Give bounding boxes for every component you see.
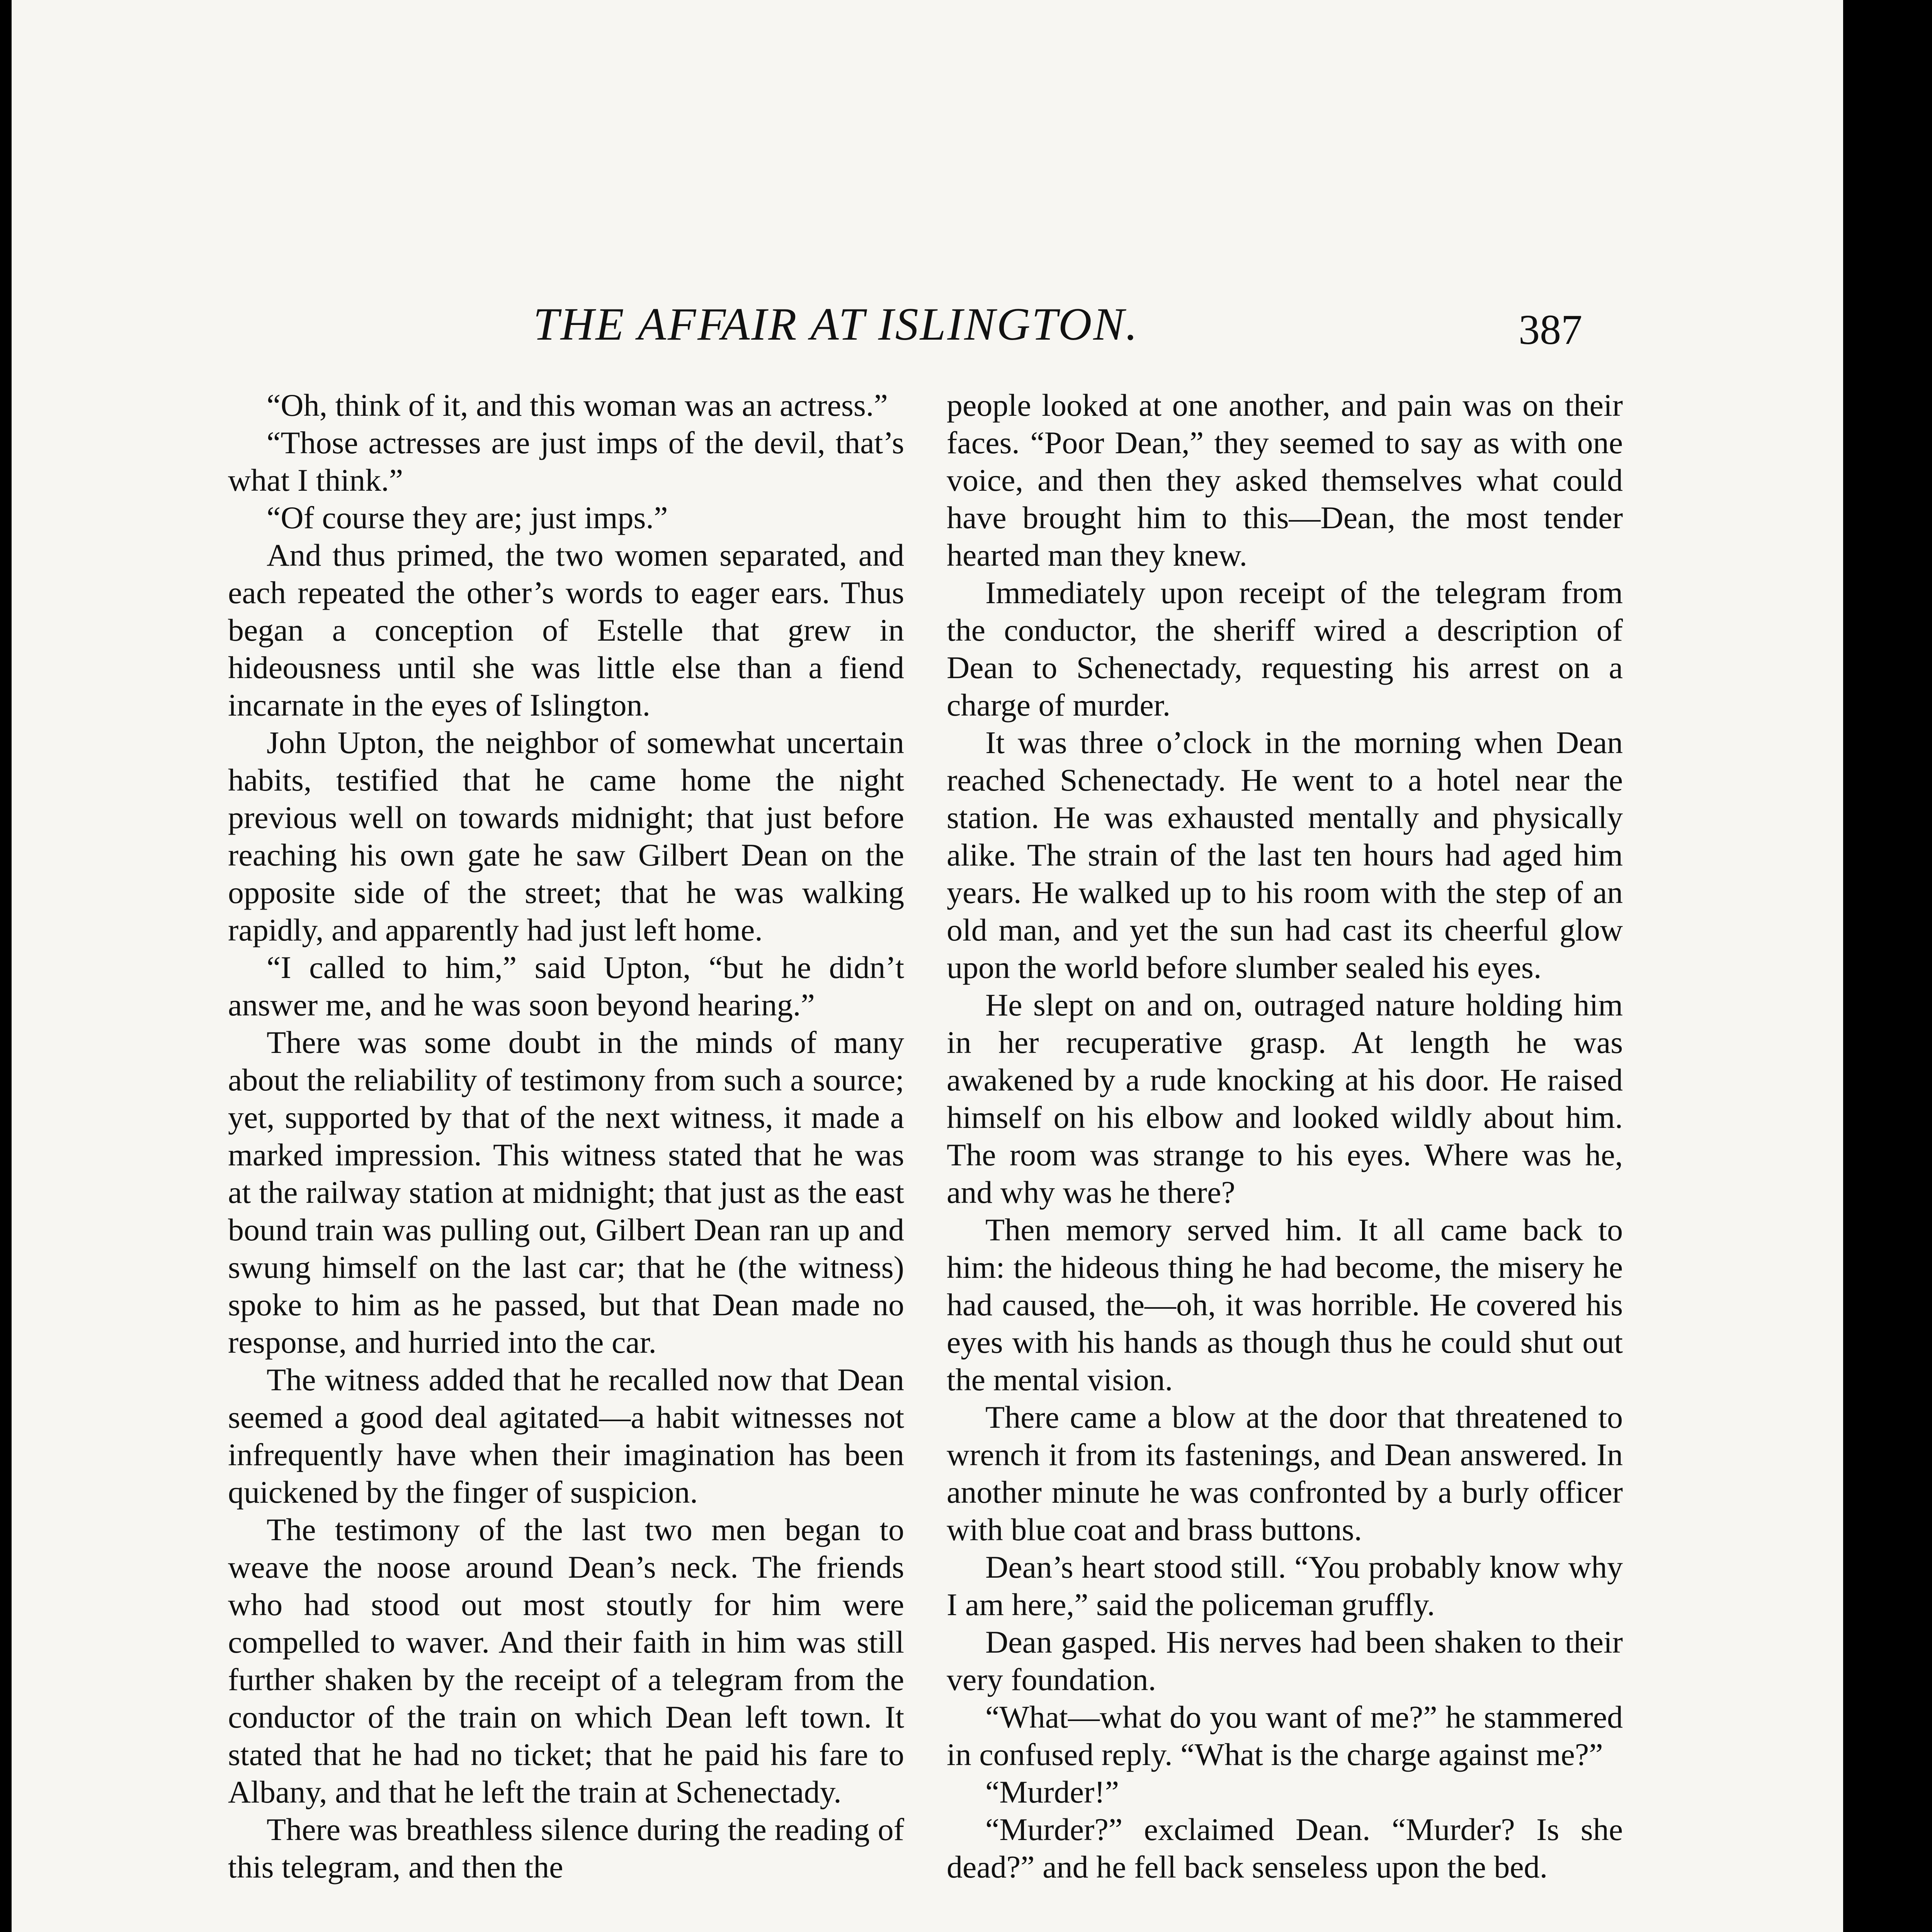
- paragraph: “I called to him,” said Upton, “but he didn’t answer me, and he was soon beyond hearing.”: [228, 950, 904, 1022]
- paragraph: Dean’s heart stood still. “You probably know why I am here,” said the policeman gruffly.: [947, 1549, 1623, 1622]
- paragraph: He slept on and on, outraged nature holding him in her recuperative grasp. At length he was awakened by a rude knocking at his door. He raised himself on his elbow and looked wildly about him. The room was strange to his eyes. Where was he, and why was he there?: [947, 987, 1623, 1210]
- paragraph: There came a blow at the door that threatened to wrench it from its fastenings, and Dean answered. In another minute he was confronted by a burly officer with blue coat and brass buttons.: [947, 1400, 1623, 1547]
- paragraph: There was some doubt in the minds of many about the reliability of testimony from such a source; yet, supported by that of the next witness, it made a marked impression. This witness stated that he was at the railway station at midnight; that just as the east bound train was pulling out, Gilbert Dean ran up and swung himself on the last car; that he (the witness) spoke to him as he passed, but that Dean made no response, and hurried into the car.: [228, 1025, 904, 1360]
- paragraph: The testimony of the last two men began to weave the noose around Dean’s neck. The friends who had stood out most stoutly for him were compelled to waver. And their faith in him was still further shaken by the receipt of a telegram from the conductor of the train on which Dean left town. It stated that he had no ticket; that he paid his fare to Albany, and that he left the train at Schenectady.: [228, 1512, 904, 1810]
- left-column: [228, 386, 904, 1932]
- running-header-title: THE AFFAIR AT ISLINGTON.: [533, 298, 1139, 350]
- paragraph: “Murder!”: [985, 1774, 1119, 1810]
- paragraph: Dean gasped. His nerves had been shaken to their very foundation.: [947, 1624, 1623, 1697]
- paragraph: “What—what do you want of me?” he stammered in confused reply. “What is the charge against me?”: [947, 1699, 1623, 1772]
- paragraph: It was three o’clock in the morning when Dean reached Schenectady. He went to a hotel near the station. He was exhausted mentally and physically alike. The strain of the last ten hours had aged him years. He walked up to his room with the step of an old man, and yet the sun had cast its cheerful glow upon the world before slumber sealed his eyes.: [947, 725, 1623, 985]
- paragraph: “Those actresses are just imps of the devil, that’s what I think.”: [228, 425, 904, 498]
- scan-right-border: [1843, 0, 1932, 1932]
- paragraph: people looked at one another, and pain was on their faces. “Poor Dean,” they seemed to say as with one voice, and then they asked themselves what could have brought him to this—Dean, the most tender hearted man they knew.: [947, 388, 1623, 573]
- page-number: 387: [1519, 306, 1582, 353]
- paragraph: “Of course they are; just imps.”: [267, 500, 668, 535]
- paragraph: There was breathless silence during the reading of this telegram, and then the: [228, 1812, 904, 1884]
- paragraph: John Upton, the neighbor of somewhat uncertain habits, testified that he came home the night previous well on towards midnight; that just before reaching his own gate he saw Gilbert Dean on the opposite side of the street; that he was walking rapidly, and apparently had just left home.: [228, 725, 904, 947]
- right-column: [947, 386, 1623, 1932]
- paragraph: The witness added that he recalled now that Dean seemed a good deal agitated—a habit witnesses not infrequently have when their imagination has been quickened by the finger of suspicion.: [228, 1362, 904, 1510]
- scan-left-border: [0, 0, 12, 1932]
- paragraph: And thus primed, the two women separated, and each repeated the other’s words to eager ears. Thus began a conception of Estelle that grew in hideousness until she was little else than a fiend incarnate in the eyes of Islington.: [228, 537, 904, 723]
- paragraph: “Oh, think of it, and this woman was an actress.”: [267, 388, 888, 423]
- paragraph: “Murder?” exclaimed Dean. “Murder? Is she dead?” and he fell back senseless upon the bed.: [947, 1812, 1623, 1884]
- paragraph: Immediately upon receipt of the telegram from the conductor, the sheriff wired a description of Dean to Schenectady, requesting his arrest on a charge of murder.: [947, 575, 1623, 723]
- paragraph: Then memory served him. It all came back to him: the hideous thing he had become, the misery he had caused, the—oh, it was horrible. He covered his eyes with his hands as though thus he could shut out the mental vision.: [947, 1212, 1623, 1397]
